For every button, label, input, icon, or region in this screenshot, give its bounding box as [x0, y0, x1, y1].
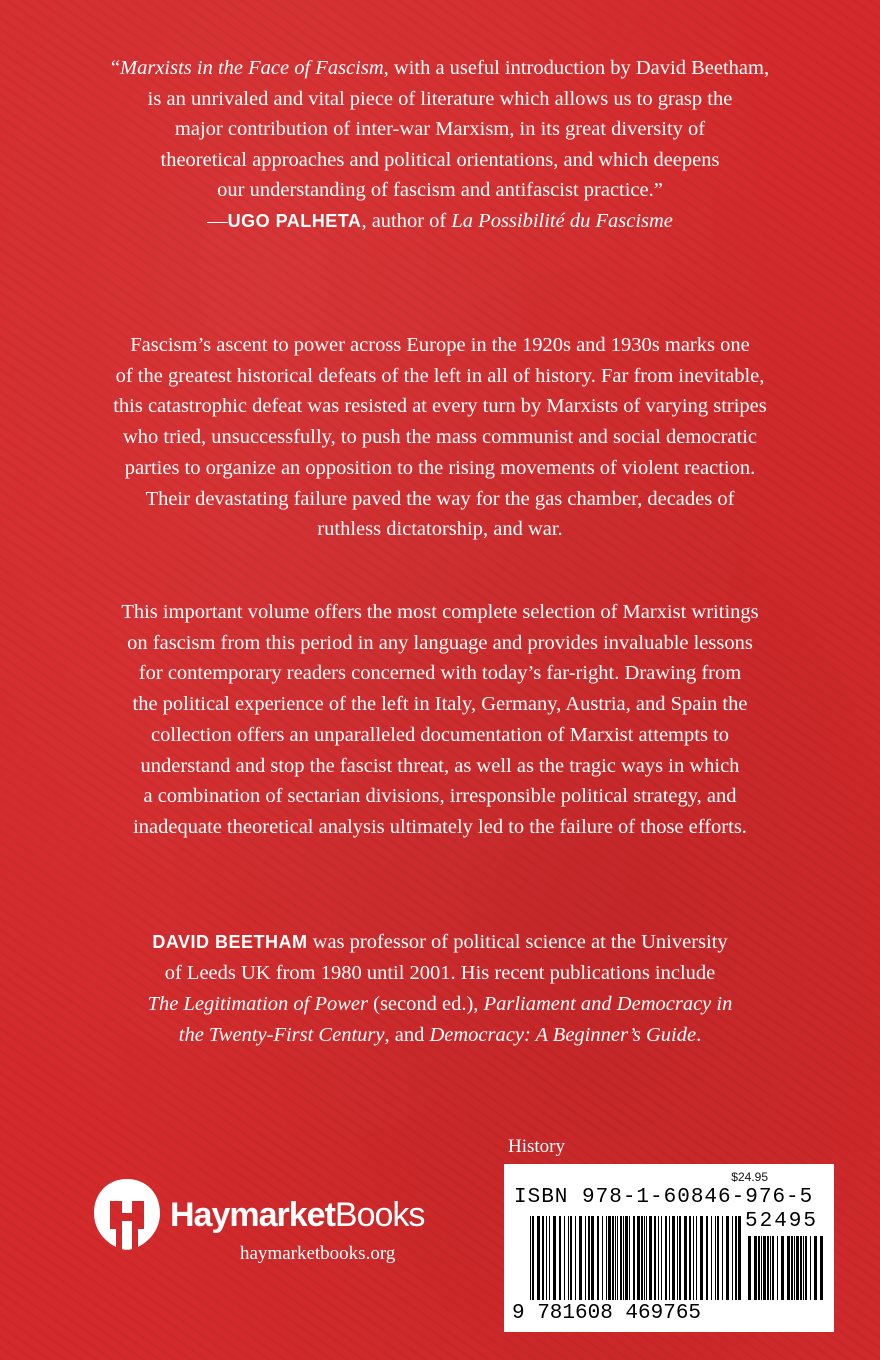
barcode-bar [641, 1216, 643, 1300]
barcode-bar [646, 1216, 647, 1300]
barcode-bar [612, 1216, 614, 1300]
price-code: 52495 [744, 1210, 818, 1233]
barcode-bar [693, 1216, 694, 1300]
barcode-bar [564, 1216, 565, 1300]
paragraph-line: This important volume offers the most complete selection of Marxist writings [121, 601, 759, 623]
barcode-bar [748, 1236, 751, 1300]
attribution-mid: , author of [361, 209, 452, 232]
attribution-name: UGO PALHETA [227, 210, 362, 231]
quoted-title: Marxists in the Face of Fascism [120, 57, 384, 79]
description-paragraph-1 [40, 330, 840, 545]
barcode-bar [805, 1236, 807, 1300]
quote-line: is an unrivaled and vital piece of literature which allows us to grasp the [147, 87, 733, 110]
barcode-bar [629, 1216, 630, 1300]
quote-line [40, 53, 840, 84]
barcode-bar [537, 1216, 540, 1300]
ean-barcode-bars [530, 1216, 742, 1300]
paragraph-line: Fascism’s ascent to power across Europe in the 1920s and 1930s marks one [130, 334, 750, 356]
barcode-bar [602, 1216, 603, 1300]
publisher-name-bold: Haymarket [170, 1196, 335, 1234]
barcode-bar [770, 1236, 771, 1300]
barcode-bar [579, 1216, 582, 1300]
barcode-bar [732, 1216, 733, 1300]
barcode-bar [715, 1216, 716, 1300]
publication-title: The Legitimation of Power [147, 993, 368, 1015]
barcode-bar [722, 1216, 723, 1300]
barcode-bar [588, 1216, 590, 1300]
publisher-name [170, 1196, 424, 1235]
barcode-bar [696, 1216, 697, 1300]
price-label: $24.95 [731, 1170, 768, 1184]
ean-digits: 9 781608 469765 [512, 1302, 702, 1325]
barcode-bar [677, 1216, 678, 1300]
barcode-bar [617, 1216, 618, 1300]
barcode-bar [717, 1216, 719, 1300]
barcode-bar [649, 1216, 652, 1300]
paragraph-line: who tried, unsuccessfully, to push the mass communist and social democratic [122, 426, 758, 449]
barcode-bar [637, 1216, 640, 1300]
bio-text: . [696, 1024, 702, 1046]
paragraph-line: collection offers an unparalleled documentation of Marxist attempts to [150, 723, 729, 746]
barcode-bar [669, 1216, 670, 1300]
publisher-name-light: Books [334, 1196, 425, 1234]
barcode-bar [761, 1236, 762, 1300]
barcode-bar [542, 1216, 544, 1300]
endorsement-quote [40, 53, 840, 236]
barcode-bar [608, 1216, 611, 1300]
barcode-bar [772, 1236, 774, 1300]
barcode-bar [735, 1216, 737, 1300]
barcode-bar [623, 1216, 624, 1300]
barcode-bar [700, 1216, 703, 1300]
quote-attribution [40, 206, 840, 237]
bio-line [40, 989, 840, 1020]
publication-title: the Twenty-First Century [178, 1024, 385, 1046]
barcode-bar [661, 1216, 662, 1300]
author-bio [40, 927, 840, 1051]
category-label: History [508, 1136, 565, 1157]
addon-barcode-bars [748, 1236, 826, 1300]
quote-line: major contribution of inter-war Marxism, in its great diversity of [174, 118, 706, 140]
open-quote: “ [110, 57, 121, 79]
barcode-bar [679, 1216, 681, 1300]
paragraph-line: a combination of sectarian divisions, irresponsible political strategy, and [143, 785, 737, 808]
barcode-bar [738, 1216, 741, 1300]
author-name: DAVID BEETHAM [152, 932, 308, 952]
bio-line: of Leeds UK from 1980 until 2001. His recent publications include [164, 962, 716, 984]
barcode-bar [726, 1216, 729, 1300]
barcode-bar [559, 1216, 561, 1300]
barcode-bar [665, 1216, 667, 1300]
barcode-bar [672, 1216, 675, 1300]
barcode-bar [794, 1236, 795, 1300]
barcode-bar [615, 1216, 616, 1300]
barcode-bar [777, 1236, 778, 1300]
barcode-bar [796, 1236, 799, 1300]
barcode-bar [814, 1236, 817, 1300]
barcode-bar [689, 1216, 691, 1300]
paragraph-line: the political experience of the left in Italy, Germany, Austria, and Spain the [132, 693, 748, 716]
barcode-bar [575, 1216, 576, 1300]
barcode-bar [553, 1216, 556, 1300]
attribution-dash: — [207, 209, 228, 232]
barcode-bar [644, 1216, 645, 1300]
isbn-barcode [504, 1164, 834, 1332]
barcode-bar [570, 1216, 572, 1300]
isbn-number: ISBN 978-1-60846-976-5 [514, 1186, 814, 1209]
bio-text: was professor of political science at the University [307, 931, 728, 953]
barcode-bar [763, 1236, 766, 1300]
paragraph-line: for contemporary readers concerned with today’s far-right. Drawing from [138, 662, 742, 685]
bio-text: (second ed.), [368, 993, 484, 1015]
description-paragraph-2 [40, 597, 840, 843]
barcode-bar [633, 1216, 635, 1300]
barcode-bar [546, 1216, 547, 1300]
paragraph-line: of the greatest historical defeats of the left in all of history. Far from inevitable, [115, 364, 765, 387]
paragraph-line: on fascism from this period in any language and provides invaluable lessons [127, 631, 753, 654]
paragraph-line: inadequate theoretical analysis ultimately led to the failure of those efforts. [133, 815, 747, 838]
barcode-bar [620, 1216, 622, 1300]
paragraph-line: Their devastating failure paved the way for the gas chamber, decades of [145, 487, 735, 510]
barcode-bar [591, 1216, 594, 1300]
barcode-bar [530, 1216, 531, 1300]
bio-line [40, 1020, 840, 1051]
barcode-bar [791, 1236, 793, 1300]
barcode-bar [787, 1236, 790, 1300]
barcode-bar [820, 1236, 823, 1300]
barcode-bar [800, 1236, 802, 1300]
barcode-bar [568, 1216, 569, 1300]
attribution-work: La Possibilité du Fascisme [451, 209, 673, 232]
barcode-bar [754, 1236, 757, 1300]
barcode-bar [810, 1236, 811, 1300]
barcode-bar [781, 1236, 784, 1300]
barcode-bar [549, 1216, 550, 1300]
barcode-bar [532, 1216, 534, 1300]
publication-title: Parliament and Democracy in [483, 993, 733, 1015]
barcode-bar [658, 1216, 659, 1300]
barcode-bar [767, 1236, 769, 1300]
publication-title: Democracy: A Beginner’s Guide [429, 1024, 697, 1046]
barcode-bar [711, 1216, 712, 1300]
quote-line: our understanding of fascism and antifascist practice.” [217, 179, 663, 201]
publisher-website: haymarketbooks.org [240, 1243, 396, 1264]
haymarket-logo-icon [90, 1177, 164, 1251]
barcode-bar [706, 1216, 708, 1300]
quote-text: , with a useful introduction by David Beetham, [383, 57, 770, 79]
paragraph-line: ruthless dictatorship, and war. [317, 518, 563, 541]
quote-line: theoretical approaches and political orientations, and which deepens [160, 148, 720, 171]
barcode-bar [758, 1236, 760, 1300]
barcode-bar [597, 1216, 599, 1300]
barcode-bar [625, 1216, 628, 1300]
paragraph-line: this catastrophic defeat was resisted at every turn by Marxists of varying stripes [113, 395, 767, 418]
barcode-bar [654, 1216, 656, 1300]
paragraph-line: understand and stop the fascist threat, as well as the tragic ways in which [140, 754, 740, 777]
barcode-bar [803, 1236, 804, 1300]
barcode-bar [585, 1216, 586, 1300]
bio-line [40, 927, 840, 958]
barcode-bar [684, 1216, 687, 1300]
barcode-bar [606, 1216, 607, 1300]
bio-text: , and [384, 1024, 430, 1046]
paragraph-line: parties to organize an opposition to the rising movements of violent reaction. [124, 456, 756, 479]
